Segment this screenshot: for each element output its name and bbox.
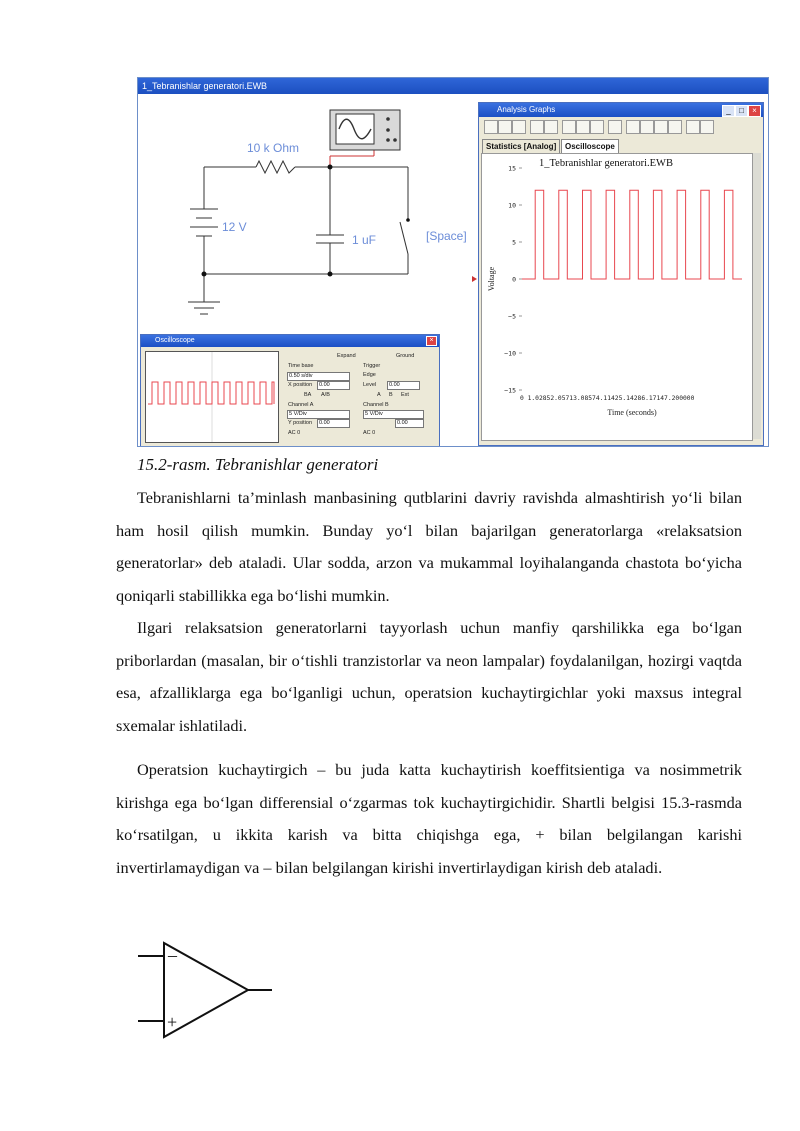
level-field[interactable]: 0.00 <box>387 381 420 390</box>
channel-a-label: Channel A <box>288 402 314 408</box>
tab-oscilloscope[interactable]: Oscilloscope <box>561 139 619 153</box>
opamp-symbol <box>130 935 280 1045</box>
grid-icon[interactable] <box>626 120 640 134</box>
minimize-button[interactable]: _ <box>722 105 735 117</box>
capacitor-label: 1 uF <box>352 233 377 247</box>
vertical-scrollbar[interactable] <box>753 153 761 439</box>
switch-contact <box>406 218 410 222</box>
time-base-label: Time base <box>288 363 314 369</box>
opamp-minus-sign: – <box>168 945 177 965</box>
battery-label: 12 V <box>222 220 247 234</box>
y-position-label: Y position <box>288 420 313 426</box>
window-icon[interactable] <box>700 120 714 134</box>
y-tick-label: 10 <box>508 201 516 210</box>
oscilloscope-window[interactable] <box>140 334 440 447</box>
paragraph-3 <box>116 754 742 884</box>
paragraph-text: Ilgari relaksatsion generatorlarni tayyorlash uchun manfiy qarshilikka ega bo‘lgan priborlardan (masalan, bir o‘tishli tranzistorlar va neon lampalar) foydalanilgan, hozirgi vaqtda esa, afzalliklarga ega bo‘lganligi uchun, operatsion kuchaytirgichlar yoki maxsus integral sxemalar ishlatiladi. <box>116 618 742 735</box>
analysis-window-title: Analysis Graphs <box>497 105 556 114</box>
paragraph-1 <box>116 482 742 612</box>
level-label: Level <box>363 382 377 388</box>
close-button[interactable]: × <box>748 105 761 117</box>
paragraph-2 <box>116 612 742 742</box>
maximize-button[interactable]: □ <box>735 105 748 117</box>
circuit-window-title: 1_Tebranishlar generatori.EWB <box>142 81 268 91</box>
figure-screenshot <box>137 77 769 447</box>
y-tick-label: 0 <box>512 275 516 284</box>
color-icon[interactable] <box>686 120 700 134</box>
zoom-icon[interactable] <box>668 120 682 134</box>
channel-a-field[interactable]: 5 V/Div <box>287 410 350 419</box>
cut-icon[interactable] <box>562 120 576 134</box>
ground-label[interactable]: Ground <box>396 353 415 359</box>
oscilloscope-instrument-icon <box>330 110 400 150</box>
figure-caption: 15.2-rasm. Tebranishlar generatori <box>137 455 379 474</box>
opamp-plus-sign: + <box>167 1012 178 1032</box>
y-tick-label: 15 <box>508 164 516 173</box>
resistor-symbol <box>256 161 295 173</box>
switch-blade <box>400 222 408 254</box>
voltage-time-chart <box>482 154 752 440</box>
new-file-icon[interactable] <box>484 120 498 134</box>
oscilloscope-trace <box>146 352 278 442</box>
analysis-toolbar <box>482 120 760 136</box>
coupling-a-controls[interactable]: AC 0 <box>288 430 301 436</box>
print-icon[interactable] <box>530 120 544 134</box>
oscilloscope-titlebar[interactable] <box>141 335 439 347</box>
trigger-b-button[interactable]: B <box>389 392 393 398</box>
plot-area <box>481 153 753 441</box>
channel-b-field[interactable]: 5 V/Div <box>363 410 424 419</box>
chart-title: 1_Tebranishlar generatori.EWB <box>539 158 673 169</box>
channel-b-label: Channel B <box>363 402 389 408</box>
copy-icon[interactable] <box>576 120 590 134</box>
legend-icon[interactable] <box>640 120 654 134</box>
tab-statistics[interactable]: Statistics [Analog] <box>482 139 560 153</box>
y-axis-label: Voltage <box>487 266 496 292</box>
switch-key-label: [Space] <box>426 229 467 243</box>
circuit-schematic <box>138 94 478 334</box>
y-tick-label: 5 <box>512 238 516 247</box>
expand-label[interactable]: Expand <box>337 353 356 359</box>
series-line-0 <box>522 190 742 279</box>
x-position-label: X position <box>288 382 313 388</box>
trigger-ext-button[interactable]: Ext <box>401 392 409 398</box>
oscilloscope-close-button[interactable]: × <box>426 336 437 346</box>
junction-dot <box>328 272 333 277</box>
paragraph-text: Tebranishlarni ta’minlash manbasining qutblarini davriy ravishda almashtirish yo‘li bilan ham hosil qilish mumkin. Bunday yo‘l bilan bajarilgan generatorlarga «relaksatsion generatorlar» deb ataladi. Ular sodda, arzon va mukammal loyihalanganda chastota bo‘yicha qoniqarli stabillikka ega bo‘lishi mumkin. <box>116 488 742 605</box>
coupling-b-controls[interactable]: AC 0 <box>363 430 376 436</box>
trigger-label: Trigger <box>363 363 381 369</box>
properties-icon[interactable] <box>608 120 622 134</box>
y-position-a-field[interactable]: 0.00 <box>317 419 350 428</box>
analysis-window-titlebar[interactable] <box>479 103 763 117</box>
y-tick-label: −5 <box>508 312 516 321</box>
cursor-icon[interactable] <box>654 120 668 134</box>
open-folder-icon[interactable] <box>498 120 512 134</box>
y-tick-label: −10 <box>504 349 516 358</box>
junction-dot <box>202 272 207 277</box>
oscilloscope-screen <box>145 351 279 443</box>
y-tick-label: −15 <box>504 386 516 395</box>
x-axis-label: Time (seconds) <box>607 408 657 417</box>
junction-dot <box>328 165 333 170</box>
edge-label: Edge <box>363 372 376 378</box>
x-tick-labels: 0 1.02852.05713.08574.11425.14286.17147.200000 <box>520 395 695 402</box>
paste-icon[interactable] <box>590 120 604 134</box>
analysis-graphs-window[interactable] <box>478 102 764 446</box>
mode-ba-button[interactable]: BA <box>304 392 312 398</box>
probe-marker <box>472 276 477 282</box>
y-position-b-field[interactable]: 0.00 <box>395 419 424 428</box>
save-icon[interactable] <box>512 120 526 134</box>
time-base-field[interactable]: 0.50 s/div <box>287 372 350 381</box>
oscilloscope-title: Oscilloscope <box>155 337 195 344</box>
paragraph-text: Operatsion kuchaytirgich – bu juda katta kuchaytirish koeffitsientiga va nosimmetrik kirishga ega bo‘lgan differensial o‘zgarmas tok kuchaytirgichidir. Shartli belgisi 15.3-rasmda ko‘rsatilgan, u ikkita karish va bitta chiqishga ega, + bilan belgilangan karishi invertirlamaydigan va – bilan belgilangan kirishi invertirlaydigan kirish deb ataladi. <box>116 760 742 877</box>
preview-icon[interactable] <box>544 120 558 134</box>
circuit-window-titlebar <box>138 78 768 94</box>
mode-ab-button[interactable]: A/B <box>321 392 330 398</box>
trigger-a-button[interactable]: A <box>377 392 381 398</box>
resistor-label: 10 k Ohm <box>247 141 300 155</box>
x-position-field[interactable]: 0.00 <box>317 381 350 390</box>
